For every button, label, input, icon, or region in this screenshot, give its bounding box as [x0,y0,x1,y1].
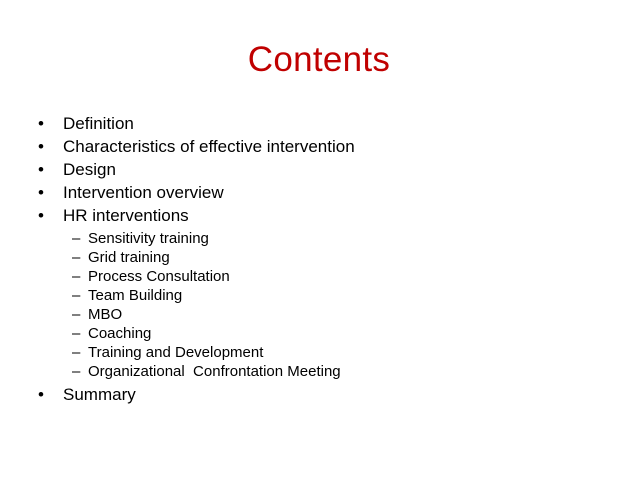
list-item-label: Summary [63,385,136,404]
sub-list-item [38,229,598,248]
slide-title: Contents [247,40,391,79]
sub-list-item [38,267,598,286]
list-item [38,135,598,158]
sub-list-item-label: Process Consultation [88,268,230,285]
dash-icon: – [72,287,81,304]
dash-icon: – [72,344,81,361]
dash-icon: – [72,249,81,266]
sub-list-item [38,305,598,324]
sub-list-item [38,343,598,362]
bullet-icon: • [38,137,44,156]
sub-list-item-label: Coaching [88,325,152,342]
sub-list-item-label: Training and Development [88,344,264,361]
list-item [38,383,598,406]
sub-list-item-label: Grid training [88,249,170,266]
dash-icon: – [72,325,81,342]
sub-list-item-label: MBO [88,306,123,323]
bullet-icon: • [38,385,44,404]
sub-list-item [38,324,598,343]
sub-list-item [38,248,598,267]
dash-icon: – [72,363,81,380]
contents-list [38,112,598,406]
sub-list-item-label: Sensitivity training [88,230,209,247]
bullet-icon: • [38,160,44,179]
list-item [38,158,598,181]
bullet-icon: • [38,114,44,133]
sub-list-item-label: Organizational Confrontation Meeting [88,363,341,380]
list-item-label: Design [63,160,116,179]
list-item-label: Intervention overview [63,183,224,202]
list-item [38,112,598,135]
bullet-icon: • [38,183,44,202]
sub-list [38,227,598,383]
list-item-label: HR interventions [63,206,189,225]
dash-icon: – [72,268,81,285]
list-item [38,181,598,204]
list-item-label: Definition [63,114,134,133]
dash-icon: – [72,306,81,323]
dash-icon: – [72,230,81,247]
sub-list-item [38,362,598,381]
list-item [38,204,598,227]
bullet-icon: • [38,206,44,225]
sub-list-item-label: Team Building [88,287,183,304]
list-item-label: Characteristics of effective intervention [63,137,355,156]
sub-list-item [38,286,598,305]
sub-list-container [38,227,598,383]
